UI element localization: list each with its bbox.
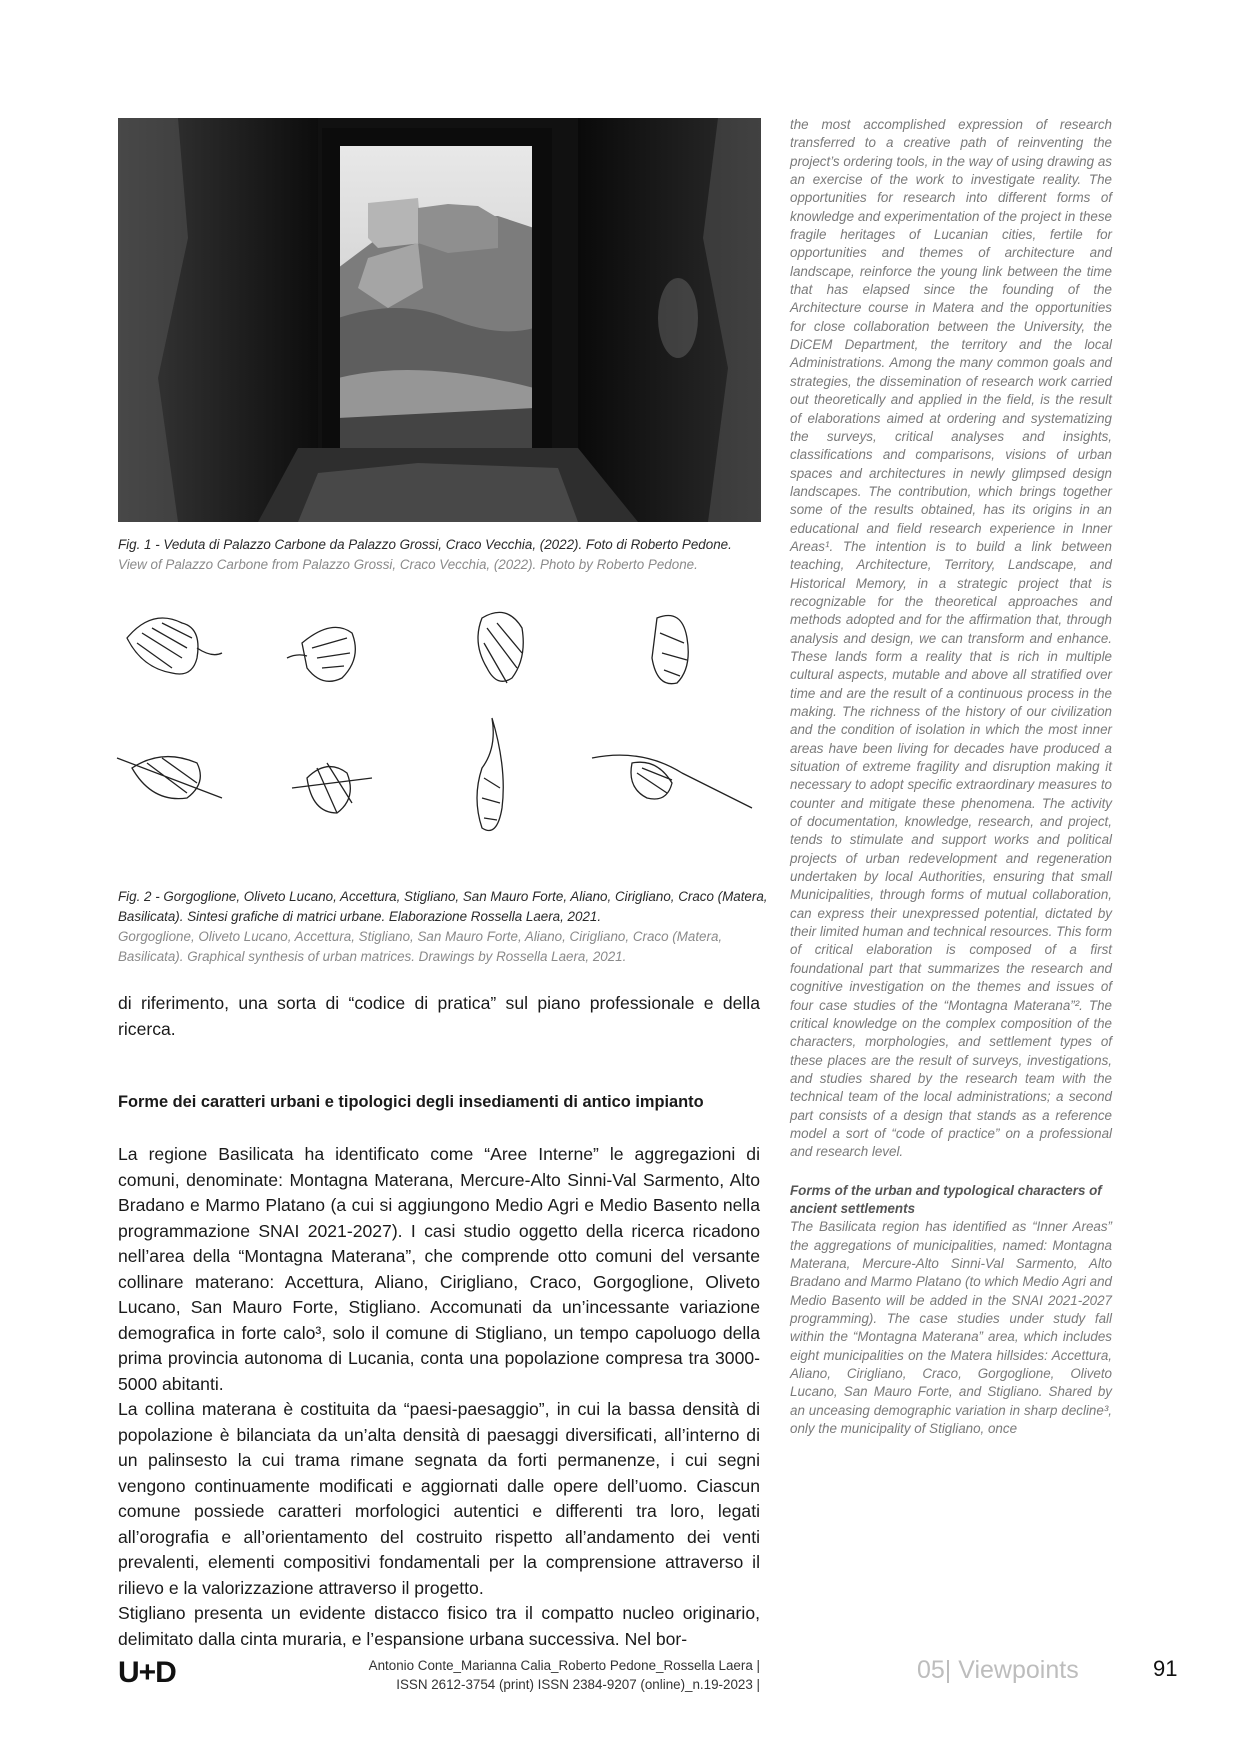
matrix-accettura: [478, 612, 523, 683]
continuation-paragraph: di riferimento, una sorta di “codice di pratica” sul piano professionale e della ricerca.: [118, 993, 760, 1039]
english-subheading: Forms of the urban and typological characters of ancient settlements: [790, 1182, 1102, 1216]
page-number: 91: [1153, 1656, 1178, 1681]
matrix-stigliano: [652, 616, 688, 684]
footer-author-line: Antonio Conte_Marianna Calia_Roberto Pedone_Rossella Laera |: [368, 1658, 760, 1673]
figure-1-photo: [118, 118, 761, 522]
matrix-aliano: [292, 763, 372, 813]
figure-1-caption-en: View of Palazzo Carbone from Palazzo Grossi, Craco Vecchia, (2022). Photo by Roberto Pedone.: [118, 557, 698, 572]
matrix-gorgoglione: [127, 618, 222, 674]
paragraph: Stigliano presenta un evidente distacco fisico tra il compatto nucleo originario, delimitato dalla cinta muraria, e l’espansione urbana successiva. Nel bor-: [118, 1603, 760, 1649]
english-column: [790, 116, 1112, 1438]
footer-issn-line: ISSN 2612-3754 (print) ISSN 2384-9207 (online)_n.19-2023 |: [396, 1677, 760, 1692]
matrix-oliveto-lucano: [287, 627, 355, 681]
main-body: [118, 1142, 760, 1652]
figure-1-caption-it: Fig. 1 - Veduta di Palazzo Carbone da Palazzo Grossi, Craco Vecchia, (2022). Foto di Roberto Pedone.: [118, 537, 732, 552]
footer-section-label: 05| Viewpoints: [917, 1656, 1079, 1684]
section-heading: Forme dei caratteri urbani e tipologici degli insediamenti di antico impianto: [118, 1093, 704, 1111]
paragraph: La regione Basilicata ha identificato come “Aree Interne” le aggregazioni di comuni, denominate: Montagna Materana, Mercure-Alto Sinni-Val Sarmento, Alto Bradano e Marmo Platano (a cui si aggiungono Medio Agri e Medio Basento nella programmazione SNAI 2021-2027). I casi studio oggetto della ricerca ricadono nell’area della “Montagna Materana”, che comprende otto comuni del versante collinare materano: Accettura, Aliano, Cirigliano, Craco, Gorgoglione, Oliveto Lucano, San Mauro Forte, Stigliano. Accomunati da un’incessante variazione demografica in forte calo³, solo il comune di Stigliano, un tempo capoluogo della prima provincia autonoma di Lucania, conta una popolazione compresa tra 3000-5000 abitanti.: [118, 1144, 760, 1394]
figure-2-caption-it: Fig. 2 - Gorgoglione, Oliveto Lucano, Accettura, Stigliano, San Mauro Forte, Aliano, Cirigliano, Craco (Matera, Basilicata). Sintesi grafiche di matrici urbane. Elaborazione Rossella Laera, 2021.: [118, 889, 768, 924]
figure-2-caption: [118, 887, 768, 967]
body-continuation: [118, 991, 760, 1042]
english-text-1: the most accomplished expression of research transferred to a creative path of reinventing the project’s ordering tools, in the way of using drawing as an exercise of the work to investigate reality. The opportunities for research into different forms of knowledge and experimentation of the project in these fragile heritages of Lucanian cities, fertile for opportunities and themes of architecture and landscape, reinforce the young link between the time that has elapsed since the founding of the Architecture course in Matera and the opportunities for close collaboration between the University, the DiCEM Department, the territory and the local Administrations. Among the many common goals and strategies, the dissemination of research work carried out theoretically and applied in the field, is the result of elaborations aimed at ordering and systematizing the surveys, critical analyses and insights, classifications and comparisons, visions of urban spaces and architectures in newly glimpsed design landscapes. The contribution, which brings together some of the results obtained, has its origins in an educational and field research experience in Inner Areas¹. The intention is to build a link between teaching, Architecture, Territory, Landscape, and Historical Memory, in a strategic project that is recognizable for the theoretical approaches and methods adopted and for the affirmation that, through analysis and design, we can transform and enhance. These lands form a reality that is rich in multiple cultural aspects, mutable and above all stratified over time and are the result of a continuous process in the making. The richness of the history of our civilization and the condition of isolation in which the most inner areas have been living for decades have produced a situation of extreme fragility and disruption making it necessary to adopt specific extraordinary measures to counter and mitigate these phenomena. The activity of documentation, knowledge, research, and project, tends to stimulate and support works and political projects of urban redevelopment and regeneration undertaken by local Authorities, ensuring that small Municipalities, through forms of mutual collaboration, can express their unexpressed potential, dictated by their limited human and technical resources. This form of critical elaboration is composed of a first foundational part that summarizes the research and cognitive investigation on the themes and issues of four case studies of the “Montagna Materana”². The critical knowledge on the complex composition of the characters, morphologies, and settlement types of these places are the result of surveys, investigations, and studies shared by the research team with the technical team of the local administrations; a second part consists of a design that stands as a reference model a sort of “code of practice” on a professional and research level.: [790, 117, 1112, 1160]
matrix-cirigliano: [477, 718, 503, 831]
figure-1-caption: [118, 535, 768, 575]
english-text-2: The Basilicata region has identified as “Inner Areas” the aggregations of municipalities, named: Montagna Materana, Mercure-Alto Sinni-Val Sarmento, Alto Bradano and Marmo Platano (to which Medio Agri and Medio Basento will be added in the SNAI 2021-2027 programming). The case studies under study fall within the “Montagna Materana” area, which includes eight municipalities on the Matera hillsides: Accettura, Aliano, Cirigliano, Craco, Gorgoglione, Oliveto Lucano, San Mauro Forte, and Stigliano. Shared by an unceasing demographic variation in sharp decline³, only the municipality of Stigliano, once: [790, 1219, 1112, 1437]
matrix-craco: [592, 755, 752, 808]
paragraph: La collina materana è costituita da “paesi-paesaggio”, in cui la bassa densità di popolazione è bilanciata da un’alta densità di paesaggi diversificati, all’interno di un palinsesto la cui trama rimane segnata da forti permanenze, i cui segni vengono continuamente modificati e aggiornati dalle opere dell’uomo. Ciascun comune possiede caratteri morfologici autentici e differenti tra loro, legati all’orografia e all’orientamento del costruito rispetto all’andamento dei venti prevalenti, elementi compositivi fondamentali per la comprensione attraverso il rilievo e la valorizzazione attraverso il progetto.: [118, 1399, 760, 1598]
figure-2-caption-en: Gorgoglione, Oliveto Lucano, Accettura, Stigliano, San Mauro Forte, Aliano, Cirigliano, Craco (Matera, Basilicata). Graphical synthesis of urban matrices. Drawings by Rossella Laera, 2021.: [118, 929, 723, 964]
footer-authors: [280, 1656, 760, 1694]
journal-logo: U+D: [118, 1656, 176, 1689]
matrix-san-mauro-forte: [117, 757, 222, 799]
figure-2-urban-matrices: [112, 598, 762, 873]
